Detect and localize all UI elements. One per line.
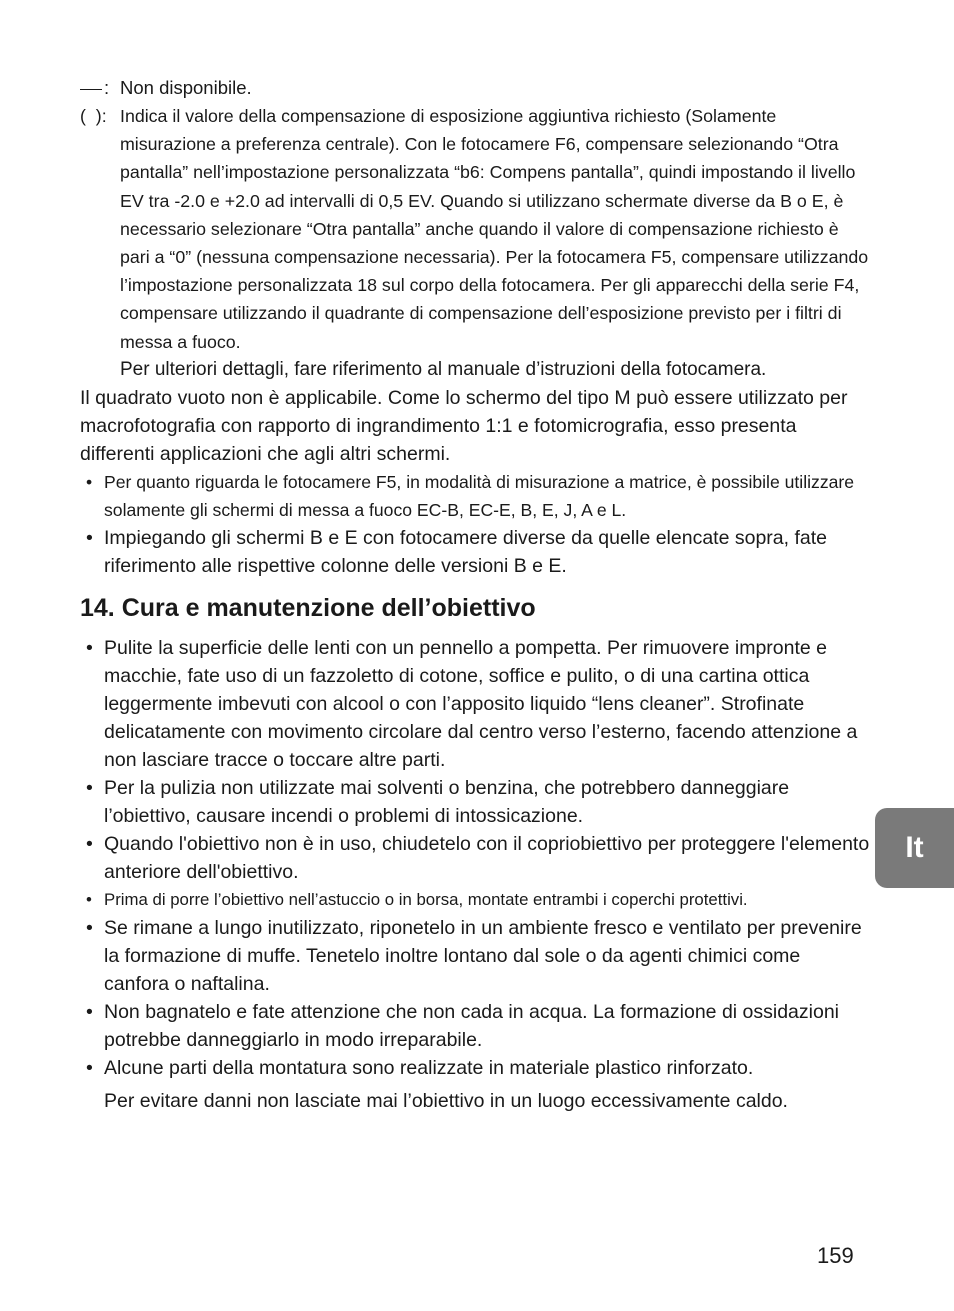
bullet-dot: • xyxy=(86,777,93,800)
list-item xyxy=(80,914,870,998)
bullet-text: Se rimane a lungo inutilizzato, riponetelo in un ambiente fresco e ventilato per prevenire la formazione di muffe. Tenetelo inoltre lontano dal sole o da agenti chimici come canfora o naftalina. xyxy=(104,917,862,996)
note-bullet-list xyxy=(80,468,870,580)
list-item xyxy=(80,774,870,830)
bullet-text: Pulite la superficie delle lenti con un pennello a pompetta. Per rimuovere impronte e macchie, fate uso di un fazzoletto di cotone, soffice e pulito, o di una cartina ottica leggermente imbevuti con alcool o con l’apposito liquido “lens cleaner”. Strofinate delicatamente con movimento circolare dal centro verso l’esterno, facendo attenzione a non lasciare tracce o toccare altre parti. xyxy=(104,637,858,772)
list-item xyxy=(80,998,870,1054)
paren-symbol: ( ): xyxy=(80,106,107,126)
legend-paren-text: Indica il valore della compensazione di esposizione aggiuntiva richiesto (Solamente misurazione a preferenza centrale). Con le fotocamere F6, compensare selezionando “Otra pantalla” nell’impostazione personalizzata “b6: Compens pantalla”, quindi impostando il livello EV tra -2.0 e +2.0 ad intervalli di 0,5 EV. Quando si utilizzano schermate diverse da B o E, è necessario selezionare “Otra pantalla” anche quando il valore di compensazione richiesto è pari a “0” (nessuna compensazione necessaria). Per la fotocamera F5, compensare utilizzando l’impostazione personalizzata 18 sul corpo della fotocamera. Per gli apparecchi della serie F4, compensare utilizzando il quadrante di compensazione dell’esposizione previsto per i filtri di messa a fuoco. xyxy=(120,106,869,352)
bullet-dot: • xyxy=(86,890,92,910)
bullet-dot: • xyxy=(86,637,93,660)
bullet-dot: • xyxy=(86,917,93,940)
language-tab: It xyxy=(875,808,954,888)
list-item xyxy=(80,886,870,914)
dash-symbol: : xyxy=(80,74,109,102)
bullet-dot: • xyxy=(86,472,93,493)
bullet-text: Per la pulizia non utilizzate mai solventi o benzina, che potrebbero danneggiare l’obiettivo, causare incendi o problemi di intossicazione. xyxy=(104,777,790,828)
list-item xyxy=(80,830,870,886)
legend-dash-row xyxy=(80,74,870,102)
bullet-text: Prima di porre l’obiettivo nell’astuccio o in borsa, montate entrambi i coperchi protettivi. xyxy=(104,890,748,910)
list-item xyxy=(80,468,870,524)
legend-dash-text: Non disponibile. xyxy=(120,77,252,98)
care-bullet-list xyxy=(80,634,870,1115)
bullet-text: Non bagnatelo e fate attenzione che non cada in acqua. La formazione di ossidazioni potrebbe danneggiarlo in modo irreparabile. xyxy=(104,1001,840,1052)
bullet-dot: • xyxy=(86,1057,93,1080)
legend-paren-row xyxy=(80,102,870,384)
bullet-text: Alcune parti della montatura sono realizzate in materiale plastico rinforzato. xyxy=(104,1057,754,1080)
list-item xyxy=(80,524,870,580)
bullet-dot: • xyxy=(86,833,93,856)
section-title: 14. Cura e manutenzione dell’obiettivo xyxy=(80,594,536,623)
list-item xyxy=(80,1054,870,1115)
bullet-extra-text: Per evitare danni non lasciate mai l’obiettivo in un luogo eccessivamente caldo. xyxy=(104,1090,788,1113)
note-paragraph: Il quadrato vuoto non è applicabile. Come lo schermo del tipo M può essere utilizzato per macrofotografia con rapporto di ingrandimento 1:1 e fotomicrografia, esso presenta differenti applicazioni che agli altri schermi. xyxy=(80,387,848,466)
bullet-text: Impiegando gli schermi B e E con fotocamere diverse da quelle elencate sopra, fate riferimento alle rispettive colonne delle versioni B e E. xyxy=(104,527,827,578)
list-item xyxy=(80,634,870,774)
bullet-dot: • xyxy=(86,1001,93,1024)
bullet-text: Per quanto riguarda le fotocamere F5, in modalità di misurazione a matrice, è possibile utilizzare solamente gli schermi di messa a fuoco EC-B, EC-E, B, E, J, A e L. xyxy=(104,472,855,521)
bullet-text: Quando l'obiettivo non è in uso, chiudetelo con il copriobiettivo per proteggere l'elemento anteriore dell'obiettivo. xyxy=(104,833,870,884)
page-content xyxy=(80,74,870,1115)
page-number: 159 xyxy=(817,1243,854,1268)
legend-paren-text-2: Per ulteriori dettagli, fare riferimento al manuale d’istruzioni della fotocamera. xyxy=(120,358,767,380)
bullet-dot: • xyxy=(86,527,93,550)
